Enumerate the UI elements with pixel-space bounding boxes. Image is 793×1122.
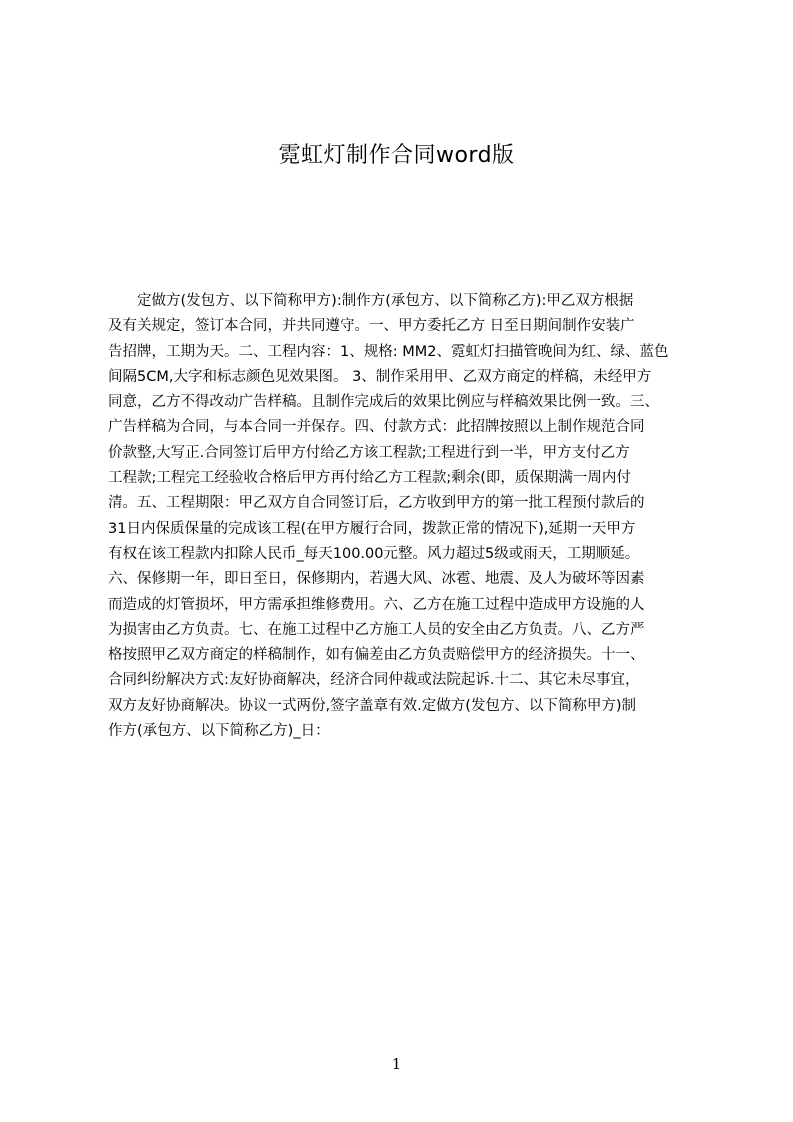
paragraph-line: 清。五、工程期限：甲乙双方自合同签订后，乙方收到甲方的第一批工程预付款后的 — [108, 495, 645, 512]
contract-body — [108, 289, 698, 779]
paragraph-line: 价款整,大写正.合同签订后甲方付给乙方该工程款;工程进行到一半，甲方支付乙方 — [108, 444, 630, 461]
page-title: 霓虹灯制作合同word版 — [278, 143, 515, 168]
paragraph-line: 双方友好协商解决。协议一式两份,签字盖章有效.定做方(发包方、以下简称甲方)制 — [108, 697, 637, 714]
paragraph-line: 作方(承包方、以下简称乙方)_日： — [108, 723, 330, 740]
paragraph-line: 格按照甲乙双方商定的样稿制作，如有偏差由乙方负责赔偿甲方的经济损失。十一、 — [108, 647, 645, 664]
paragraph-line: 而造成的灯管损坏，甲方需承担维修费用。六、乙方在施工过程中造成甲方设施的人 — [108, 596, 645, 613]
paragraph-line: 间隔5CM,大字和标志颜色见效果图。 3、制作采用甲、乙双方商定的样稿，未经甲方 — [108, 368, 652, 385]
paragraph-line: 为损害由乙方负责。七、在施工过程中乙方施工人员的安全由乙方负责。八、乙方严 — [108, 621, 645, 638]
paragraph-line: 有权在该工程款内扣除人民币_每天100.00元整。风力超过5级或雨天，工期顺延。 — [108, 545, 640, 562]
paragraph-line: 六、保修期一年，即日至日，保修期内，若遇大风、冰雹、地震、及人为破坏等因素 — [108, 571, 645, 588]
paragraph-line: 工程款;工程完工经验收合格后甲方再付给乙方工程款;剩余(即，质保期满一周内付 — [108, 470, 631, 487]
page-number: 1 — [391, 1055, 402, 1073]
paragraph-line: 及有关规定，签订本合同，并共同遵守。一、甲方委托乙方 日至日期间制作安装广 — [108, 318, 635, 335]
paragraph-line: 31日内保质保量的完成该工程(在甲方履行合同，拨款正常的情况下),延期一天甲方 — [108, 520, 636, 537]
paragraph-line: 同意，乙方不得改动广告样稿。且制作完成后的效果比例应与样稿效果比例一致。三、 — [108, 394, 659, 411]
paragraph-line: 广告样稿为合同，与本合同一并保存。四、付款方式：此招牌按照以上制作规范合同 — [108, 419, 645, 436]
paragraph-line: 告招牌，工期为天。二、工程内容：1、规格: MM2、霓虹灯扫描管晚间为红、绿、蓝色 — [108, 343, 669, 360]
paragraph-line: 合同纠纷解决方式:友好协商解决，经济合同仲裁或法院起诉.十二、其它未尽事宜， — [108, 672, 640, 689]
paragraph-line: 定做方(发包方、以下简称甲方):制作方(承包方、以下简称乙方):甲乙双方根据 — [137, 293, 634, 309]
